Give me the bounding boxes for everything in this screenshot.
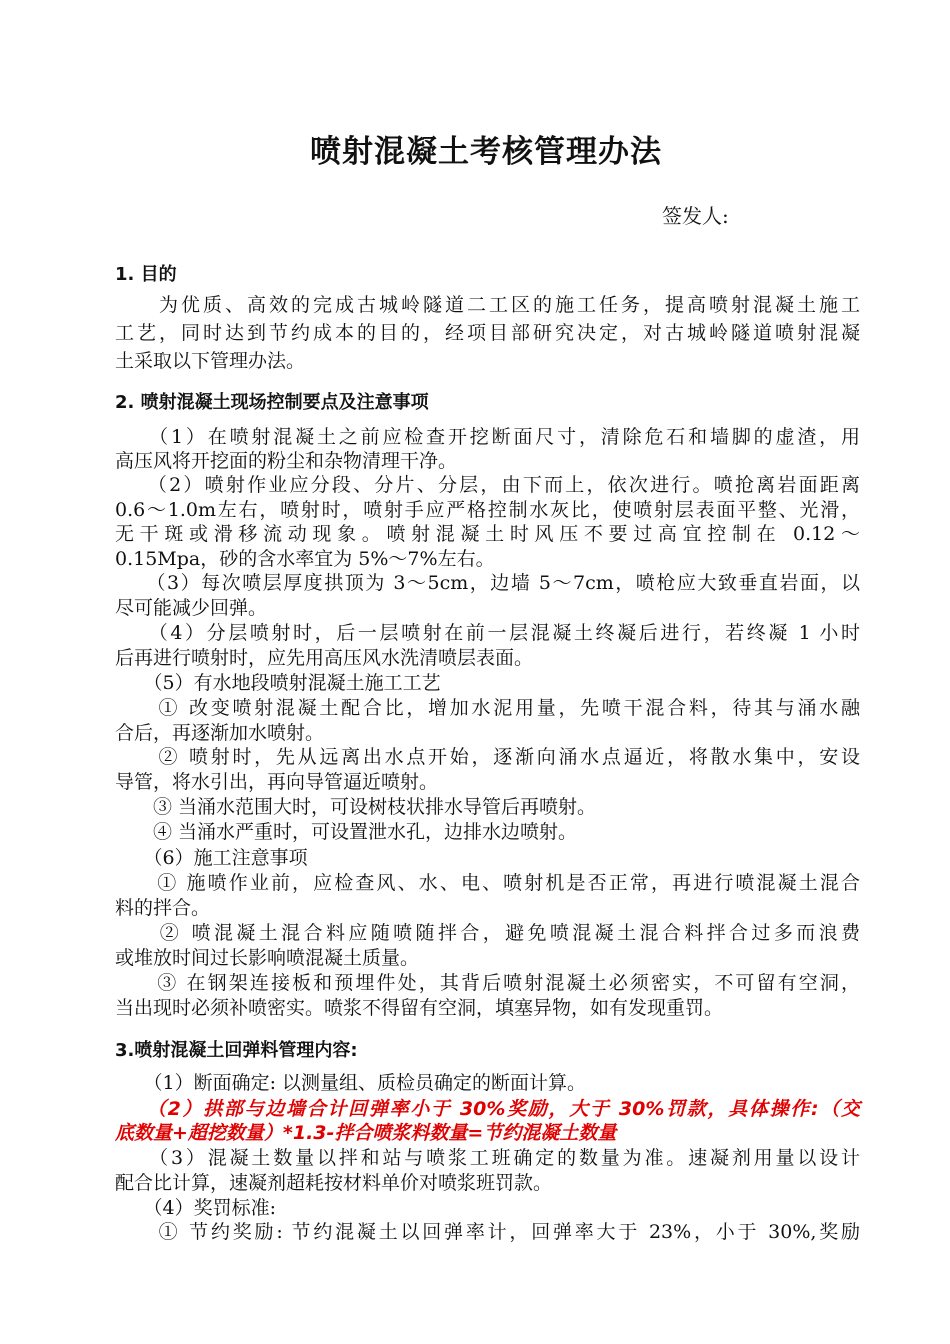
paragraph-line: ① 节约奖励: 节约混凝土以回弹率计，回弹率大于 23%，小于 30%,奖励 — [115, 1221, 860, 1243]
paragraph-line: 工艺，同时达到节约成本的目的，经项目部研究决定，对古城岭隧道喷射混凝 — [115, 322, 860, 344]
section-heading-3: 3.喷射混凝土回弹料管理内容: — [115, 1040, 358, 1061]
paragraph-line: ④ 当涌水严重时，可设置泄水孔，边排水边喷射。 — [115, 821, 578, 843]
document-title: 喷射混凝土考核管理办法 — [310, 134, 662, 170]
paragraph-line: 0.15Mpa，砂的含水率宜为 5%～7%左右。 — [115, 548, 495, 570]
paragraph-line: 导管，将水引出，再向导管逼近喷射。 — [115, 771, 439, 793]
paragraph-line: （6）施工注意事项 — [115, 847, 308, 869]
paragraph-line: 配合比计算，速凝剂超耗按材料单价对喷浆班罚款。 — [115, 1172, 553, 1194]
paragraph-line: ③ 在钢架连接板和预埋件处，其背后喷射混凝土必须密实，不可留有空洞， — [115, 972, 860, 994]
paragraph-line: （4）奖罚标准: — [115, 1197, 276, 1219]
paragraph-line: 高压风将开挖面的粉尘和杂物清理干净。 — [115, 450, 458, 472]
paragraph-line: 0.6～1.0m左右，喷射时，喷射手应严格控制水灰比，使喷射层表面平整、光滑， — [115, 499, 860, 521]
paragraph-line: （2）喷射作业应分段、分片、分层，由下而上，依次进行。喷抢离岩面距离 — [115, 474, 860, 496]
paragraph-line: （4）分层喷射时，后一层喷射在前一层混凝土终凝后进行，若终凝 1 小时 — [115, 622, 860, 644]
paragraph-line: 或堆放时间过长影响喷混凝土质量。 — [115, 947, 420, 969]
paragraph-line: 后再进行喷射时，应先用高压风水洗清喷层表面。 — [115, 647, 534, 669]
paragraph-line: 无干斑或滑移流动现象。喷射混凝土时风压不要过高宜控制在 0.12～ — [115, 523, 860, 545]
highlighted-line: 底数量+超挖数量）*1.3-拌合喷浆料数量=节约混凝土数量 — [115, 1122, 617, 1144]
paragraph-line: （3）每次喷层厚度拱顶为 3～5cm，边墙 5～7cm，喷枪应大致垂直岩面，以 — [115, 572, 860, 594]
paragraph-line: ① 改变喷射混凝土配合比，增加水泥用量，先喷干混合料，待其与涌水融 — [115, 697, 860, 719]
paragraph-line: 合后，再逐渐加水喷射。 — [115, 722, 325, 744]
paragraph-line: （1）断面确定: 以测量组、质检员确定的断面计算。 — [115, 1072, 587, 1094]
highlighted-line: （2）拱部与边墙合计回弹率小于 30%奖励，大于 30%罚款，具体操作:（交 — [115, 1098, 860, 1120]
paragraph-line: 为优质、高效的完成古城岭隧道二工区的施工任务，提高喷射混凝土施工 — [115, 294, 860, 316]
paragraph-line: ② 喷射时，先从远离出水点开始，逐渐向涌水点逼近，将散水集中，安设 — [115, 746, 860, 768]
paragraph-line: 尽可能减少回弹。 — [115, 597, 268, 619]
paragraph-line: ① 施喷作业前，应检查风、水、电、喷射机是否正常，再进行喷混凝土混合 — [115, 872, 860, 894]
paragraph-line: （5）有水地段喷射混凝土施工工艺 — [115, 672, 441, 694]
section-heading-2: 2. 喷射混凝土现场控制要点及注意事项 — [115, 392, 429, 413]
paragraph-line: 料的拌合。 — [115, 897, 211, 919]
paragraph-line: ② 喷混凝土混合料应随喷随拌合，避免喷混凝土混合料拌合过多而浪费 — [115, 922, 860, 944]
section-heading-1: 1. 目的 — [115, 264, 177, 285]
paragraph-line: 土采取以下管理办法。 — [115, 350, 306, 372]
paragraph-line: （1）在喷射混凝土之前应检查开挖断面尺寸，清除危石和墙脚的虚渣，用 — [115, 426, 860, 448]
paragraph-line: （3）混凝土数量以拌和站与喷浆工班确定的数量为准。速凝剂用量以设计 — [115, 1147, 860, 1169]
paragraph-line: ③ 当涌水范围大时，可设树枝状排水导管后再喷射。 — [115, 796, 597, 818]
paragraph-line: 当出现时必须补喷密实。喷浆不得留有空洞，填塞异物，如有发现重罚。 — [115, 997, 724, 1019]
issuer-label: 签发人: — [662, 204, 729, 228]
